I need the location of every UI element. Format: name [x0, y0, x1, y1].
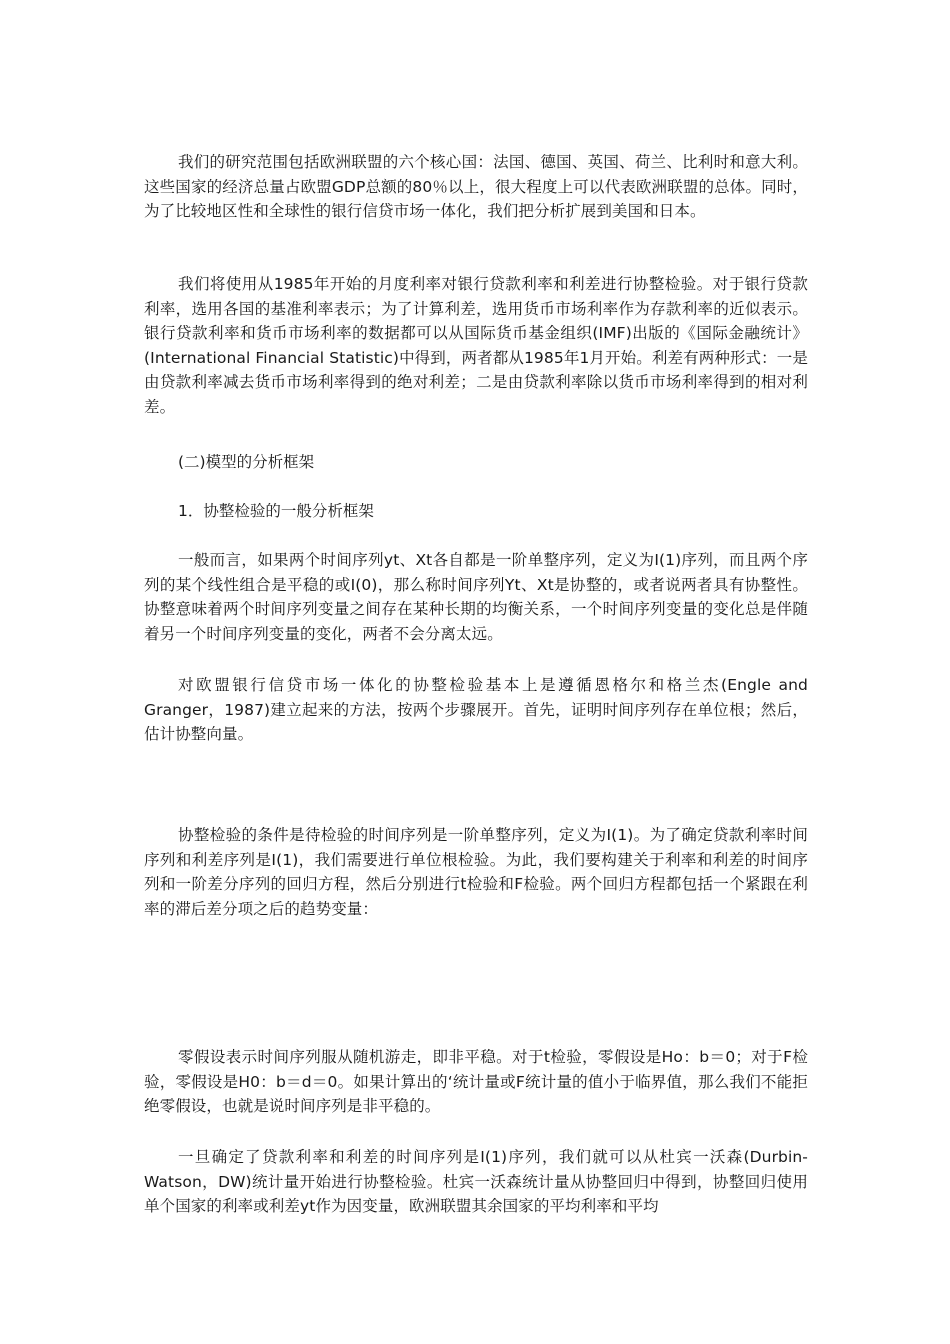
paragraph-null-hypothesis: 零假设表示时间序列服从随机游走，即非平稳。对于t检验，零假设是Ho：b＝0；对于F检验，零假设是H0：b＝d＝0。如果计算出的‘统计量或F统计量的值小于临界值，那么我们不能拒绝零假设，也就是说时间序列是非平稳的。 — [144, 1048, 808, 1115]
paragraph-engle-granger-method: 对欧盟银行信贷市场一体化的协整检验基本上是遵循恩格尔和格兰杰(Engle and Granger，1987)建立起来的方法，按两个步骤展开。首先，证明时间序列存在单位根；然后，估计协整向量。 — [144, 676, 808, 743]
paragraph-data-source: 我们将使用从1985年开始的月度利率对银行贷款利率和利差进行协整检验。对于银行贷款利率，选用各国的基准利率表示；为了计算利差，选用货币市场利率作为存款利率的近似表示。银行贷款利率和货币市场利率的数据都可以从国际货币基金组织(IMF)出版的《国际金融统计》(International Financial Statistic)中得到，两者都从1985年1月开始。利差有两种形式：一是由贷款利率减去货币市场利率得到的绝对利差；二是由贷款利率除以货币市场利率得到的相对利差。 — [144, 275, 808, 416]
paragraph-scope: 我们的研究范围包括欧洲联盟的六个核心国：法国、德国、英国、荷兰、比利时和意大利。这些国家的经济总量占欧盟GDP总额的80％以上，很大程度上可以代表欧洲联盟的总体。同时，为了比较地区性和全球性的银行信贷市场一体化，我们把分析扩展到美国和日本。 — [144, 153, 808, 220]
paragraph-unit-root-test: 协整检验的条件是待检验的时间序列是一阶单整序列，定义为I(1)。为了确定贷款利率时间序列和利差序列是I(1)，我们需要进行单位根检验。为此，我们要构建关于利率和利差的时间序列和一阶差分序列的回归方程，然后分别进行t检验和F检验。两个回归方程都包括一个紧跟在利率的滞后差分项之后的趋势变量： — [144, 826, 808, 918]
section-heading-model-framework: (二)模型的分析框架 — [178, 453, 315, 471]
paragraph-durbin-watson: 一旦确定了贷款利率和利差的时间序列是I(1)序列，我们就可以从杜宾一沃森(Durbin-Watson，DW)统计量开始进行协整检验。杜宾一沃森统计量从协整回归中得到，协整回归使用单个国家的利率或利差yt作为因变量，欧洲联盟其余国家的平均利率和平均 — [144, 1148, 808, 1215]
paragraph-cointegration-definition: 一般而言，如果两个时间序列yt、Xt各自都是一阶单整序列，定义为I(1)序列，而且两个序列的某个线性组合是平稳的或I(0)，那么称时间序列Yt、Xt是协整的，或者说两者具有协整性。协整意味着两个时间序列变量之间存在某种长期的均衡关系，一个时间序列变量的变化总是伴随着另一个时间序列变量的变化，两者不会分离太远。 — [144, 551, 808, 643]
subsection-heading-cointegration-framework: 1．协整检验的一般分析框架 — [178, 502, 374, 520]
